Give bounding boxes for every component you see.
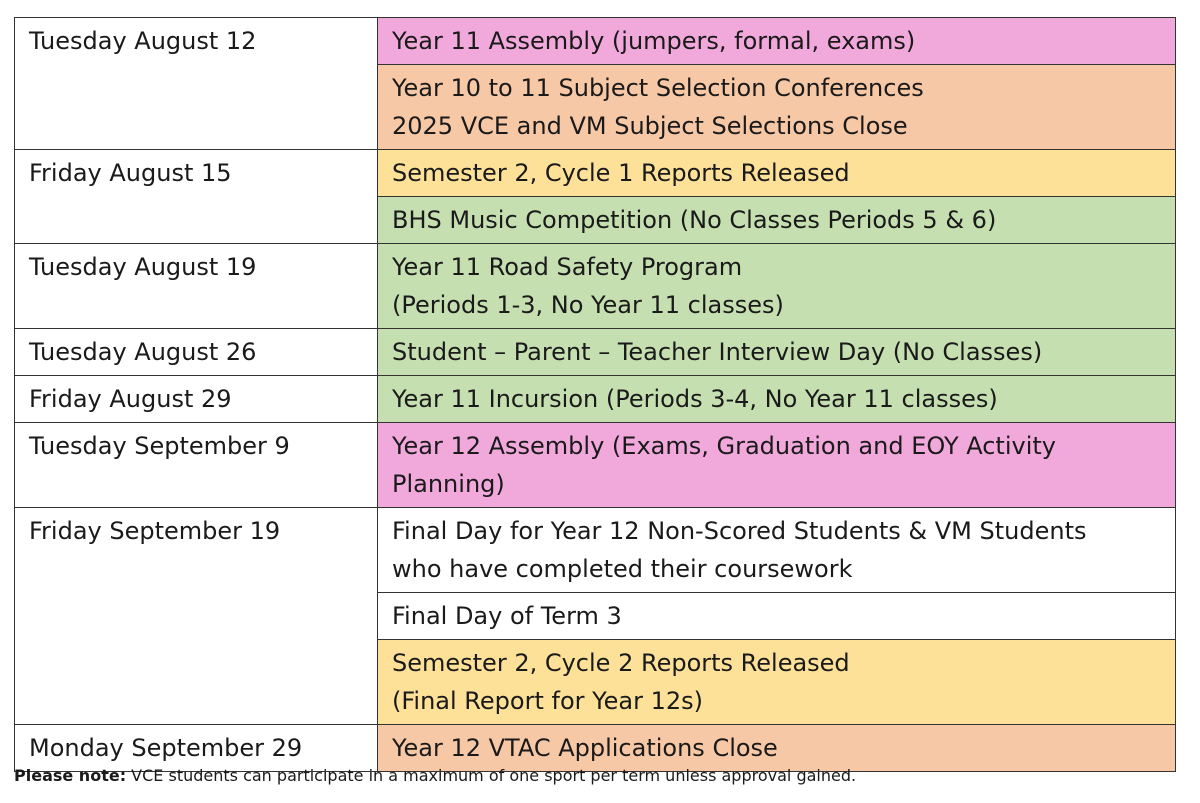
date-cell: Tuesday August 19 — [15, 244, 378, 329]
event-cell: Year 12 VTAC Applications Close — [378, 725, 1176, 772]
table-row — [15, 725, 1176, 772]
event-cell: Year 12 Assembly (Exams, Graduation and EOY Activity Planning) — [378, 423, 1176, 508]
event-cell: Final Day of Term 3 — [378, 593, 1176, 640]
table-row — [15, 423, 1176, 508]
table-row — [15, 508, 1176, 593]
event-cell: BHS Music Competition (No Classes Periods 5 & 6) — [378, 197, 1176, 244]
date-cell: Friday August 29 — [15, 376, 378, 423]
date-cell: Monday September 29 — [15, 725, 378, 772]
table-row — [15, 376, 1176, 423]
table-row — [15, 244, 1176, 329]
event-cell: Year 11 Road Safety Program (Periods 1-3, No Year 11 classes) — [378, 244, 1176, 329]
event-cell: Year 11 Assembly (jumpers, formal, exams) — [378, 18, 1176, 65]
footnote-text: VCE students can participate in a maximum of one sport per term unless approval gained. — [126, 766, 857, 785]
table-row — [15, 18, 1176, 65]
table-row — [15, 150, 1176, 197]
event-cell: Semester 2, Cycle 2 Reports Released (Final Report for Year 12s) — [378, 640, 1176, 725]
event-cell: Student – Parent – Teacher Interview Day (No Classes) — [378, 329, 1176, 376]
footnote — [14, 766, 856, 785]
date-cell: Tuesday August 26 — [15, 329, 378, 376]
event-cell: Year 11 Incursion (Periods 3-4, No Year 11 classes) — [378, 376, 1176, 423]
event-cell: Final Day for Year 12 Non-Scored Students & VM Students who have completed their coursework — [378, 508, 1176, 593]
event-cell: Semester 2, Cycle 1 Reports Released — [378, 150, 1176, 197]
footnote-label: Please note: — [14, 766, 127, 785]
table-row — [15, 329, 1176, 376]
term-calendar-table — [14, 17, 1176, 772]
date-cell: Friday September 19 — [15, 508, 378, 725]
date-cell: Tuesday August 12 — [15, 18, 378, 150]
date-cell: Tuesday September 9 — [15, 423, 378, 508]
event-cell: Year 10 to 11 Subject Selection Conferences 2025 VCE and VM Subject Selections Close — [378, 65, 1176, 150]
date-cell: Friday August 15 — [15, 150, 378, 244]
